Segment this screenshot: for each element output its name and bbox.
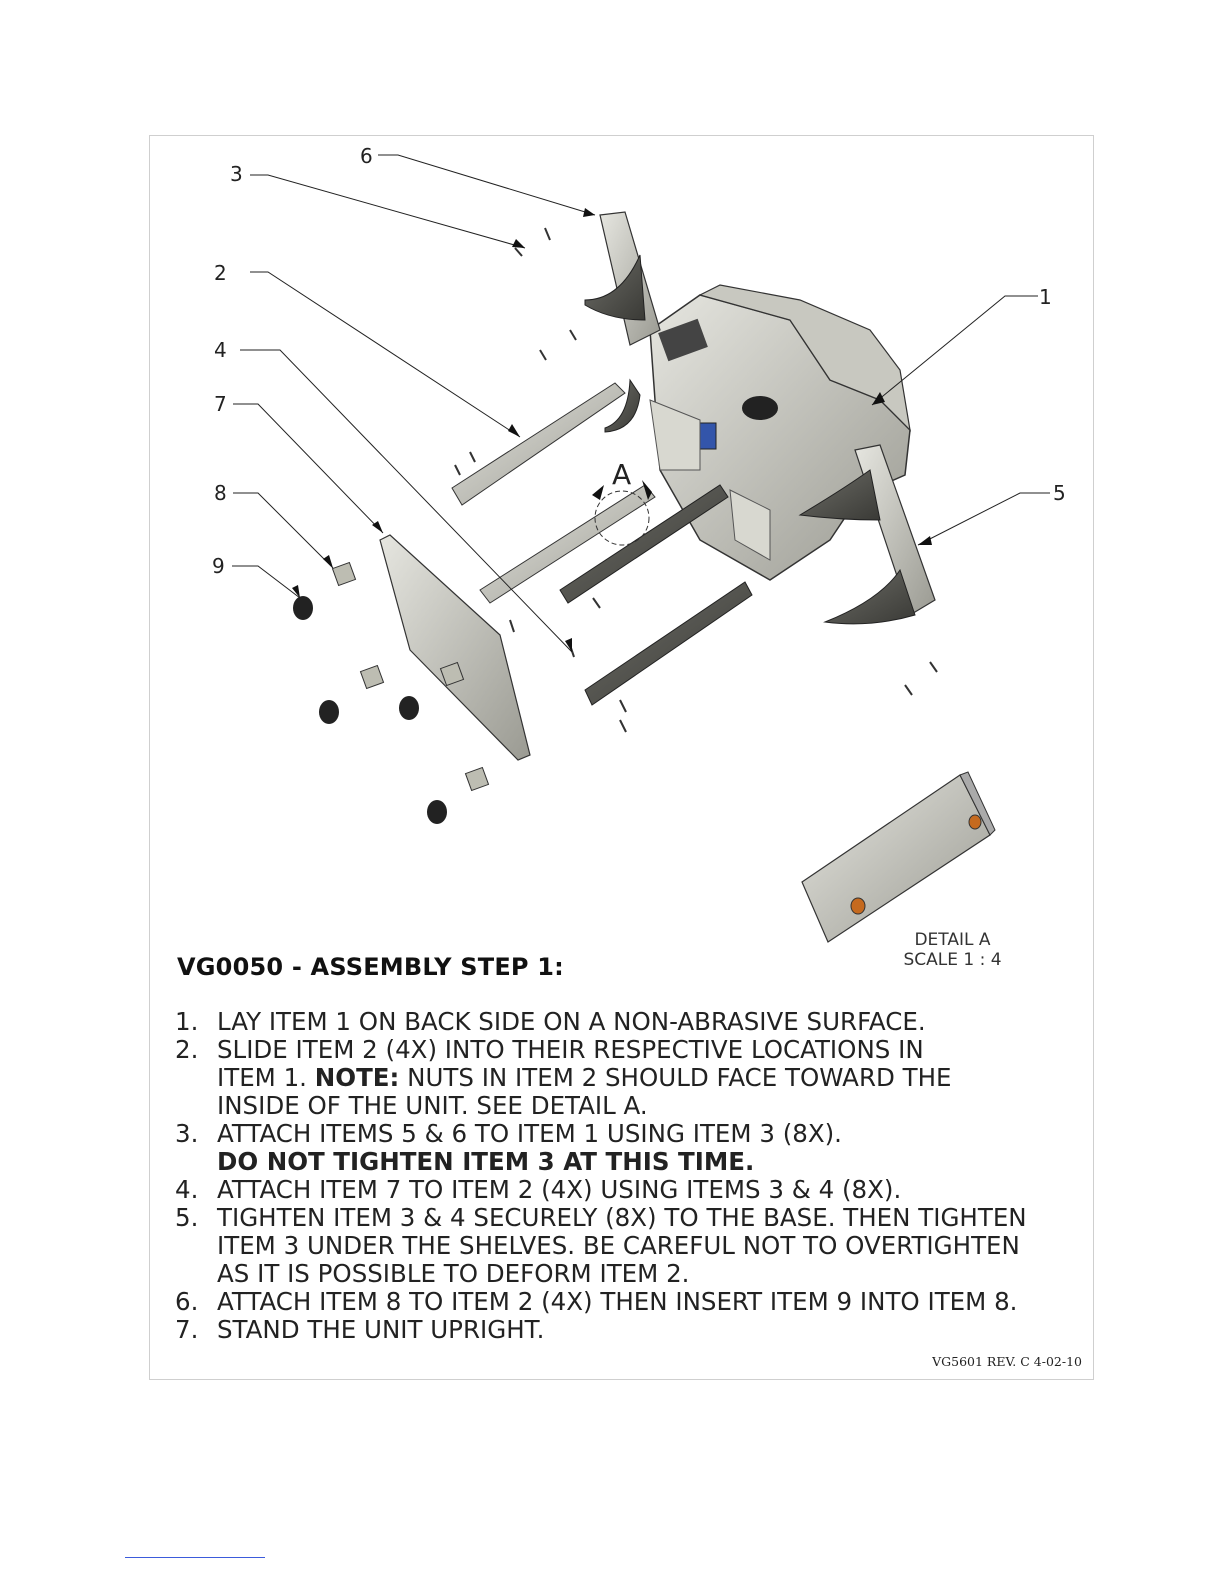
step-number: 1. xyxy=(175,1007,199,1036)
callout-3: 3 xyxy=(230,162,243,186)
item-1-main-housing xyxy=(650,285,910,580)
callout-1: 1 xyxy=(1039,285,1052,309)
step-number: 3. xyxy=(175,1119,199,1148)
callout-4: 4 xyxy=(214,338,227,362)
step-number: 7. xyxy=(175,1315,199,1344)
detail-a-letter: A xyxy=(612,458,632,491)
callout-8: 8 xyxy=(214,481,227,505)
document-revision: VG5601 REV. C 4-02-10 xyxy=(932,1354,1082,1369)
callout-5: 5 xyxy=(1053,481,1066,505)
step-text xyxy=(217,1036,1090,1120)
footnote-rule xyxy=(125,1557,265,1558)
step-item xyxy=(175,1176,1090,1204)
callout-2: 2 xyxy=(214,261,227,285)
step-text xyxy=(217,1120,1090,1176)
step-item xyxy=(175,1036,1090,1120)
detail-a-label: DETAIL A xyxy=(914,930,991,950)
item-7-base-panel xyxy=(380,535,530,760)
step-text-part: SLIDE ITEM 2 (4X) INTO THEIR RESPECTIVE LOCATIONS IN ITEM 1. xyxy=(217,1035,924,1092)
detail-a-scale: SCALE 1 : 4 xyxy=(903,950,1002,970)
detail-a-view xyxy=(802,772,995,942)
note-label: NOTE: xyxy=(314,1063,400,1092)
callout-9: 9 xyxy=(212,554,225,578)
step-text: ATTACH ITEM 7 TO ITEM 2 (4X) USING ITEMS 3 & 4 (8X). xyxy=(217,1175,902,1204)
callout-numbers xyxy=(212,144,1066,578)
step-number: 5. xyxy=(175,1203,199,1232)
step-text: LAY ITEM 1 ON BACK SIDE ON A NON-ABRASIVE SURFACE. xyxy=(217,1007,926,1036)
step-number: 4. xyxy=(175,1175,199,1204)
detail-a-caption xyxy=(880,930,1025,970)
step-item xyxy=(175,1204,1090,1288)
step-item xyxy=(175,1288,1090,1316)
step-text-part: NUTS IN ITEM 2 SHOULD FACE TOWARD THE INSIDE OF THE UNIT. SEE DETAIL A. xyxy=(217,1063,952,1120)
step-number: 2. xyxy=(175,1035,199,1064)
step-text: STAND THE UNIT UPRIGHT. xyxy=(217,1315,545,1344)
step-text-part: ATTACH ITEMS 5 & 6 TO ITEM 1 USING ITEM 3 (8X). xyxy=(217,1119,842,1148)
step-number: 6. xyxy=(175,1287,199,1316)
callout-6: 6 xyxy=(360,144,373,168)
step-text: TIGHTEN ITEM 3 & 4 SECURELY (8X) TO THE BASE. THEN TIGHTEN ITEM 3 UNDER THE SHELVES. BE CAREFUL NOT TO OVERTIGHTEN AS IT IS POSSIBLE TO DEFORM ITEM 2. xyxy=(217,1203,1027,1288)
warning-text: DO NOT TIGHTEN ITEM 3 AT THIS TIME. xyxy=(217,1147,755,1176)
assembly-steps xyxy=(175,1008,1090,1344)
step-text: ATTACH ITEM 8 TO ITEM 2 (4X) THEN INSERT ITEM 9 INTO ITEM 8. xyxy=(217,1287,1018,1316)
step-item xyxy=(175,1316,1090,1344)
step-item xyxy=(175,1008,1090,1036)
callout-7: 7 xyxy=(214,392,227,416)
step-item xyxy=(175,1120,1090,1176)
page-title: VG0050 - ASSEMBLY STEP 1: xyxy=(177,953,564,981)
